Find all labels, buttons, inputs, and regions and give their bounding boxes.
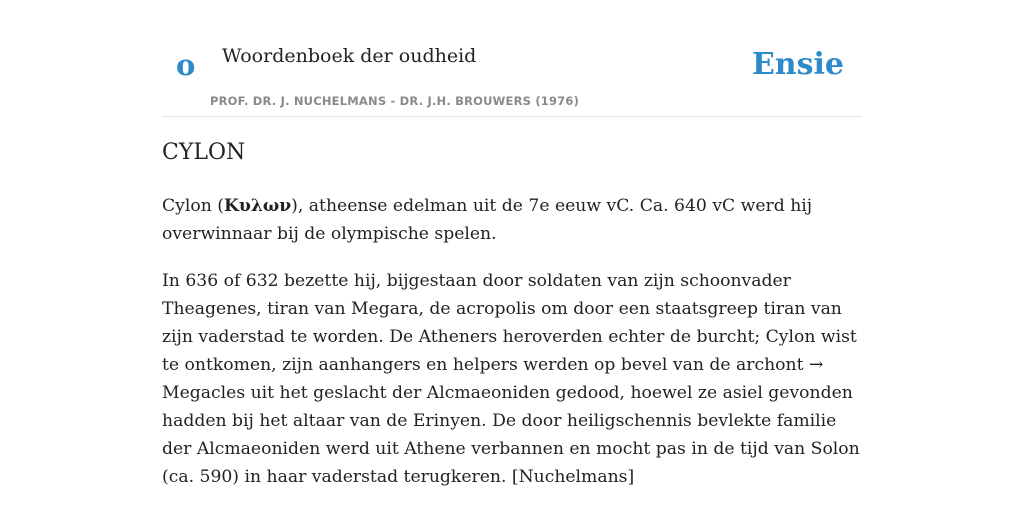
book-icon: o — [176, 48, 196, 82]
paragraph-1-start: Cylon ( — [162, 196, 224, 216]
paragraph-2: In 636 of 632 bezette hij, bijgestaan door soldaten van zijn schoonvader Theagenes, tiran van Megara, de acropolis om door een staatsgreep tiran van zijn vaderstad te worden. De Atheners heroverden echter de burcht; Cylon wist te ontkomen, zijn aanhangers en helpers werden op bevel van de archont → Megacles uit het geslacht der Alcmaeoniden gedood, hoewel ze asiel gevonden hadden bij het altaar van de Erinyen. De door heiligschennis bevlekte familie der Alcmaeoniden werd uit Athene verbannen en mocht pas in de tijd van Solon (ca. 590) in haar vaderstad terugkeren. [Nuchelmans] — [162, 271, 860, 487]
paragraph-1-rest: ), atheense edelman uit de 7e eeuw vC. Ca. 640 vC werd hij overwinnaar bij de olympische spelen. — [162, 196, 813, 244]
article-body — [162, 192, 862, 510]
greek-name: Κυλων — [223, 196, 292, 216]
paragraph-1 — [162, 192, 862, 248]
source-header — [162, 0, 862, 117]
book-authors: PROF. DR. J. NUCHELMANS - DR. J.H. BROUWERS (1976) — [210, 94, 580, 108]
article-title: CYLON — [162, 140, 246, 165]
ensie-logo[interactable]: Ensie — [751, 47, 844, 82]
book-title-link[interactable]: Woordenboek der oudheid — [222, 45, 477, 67]
